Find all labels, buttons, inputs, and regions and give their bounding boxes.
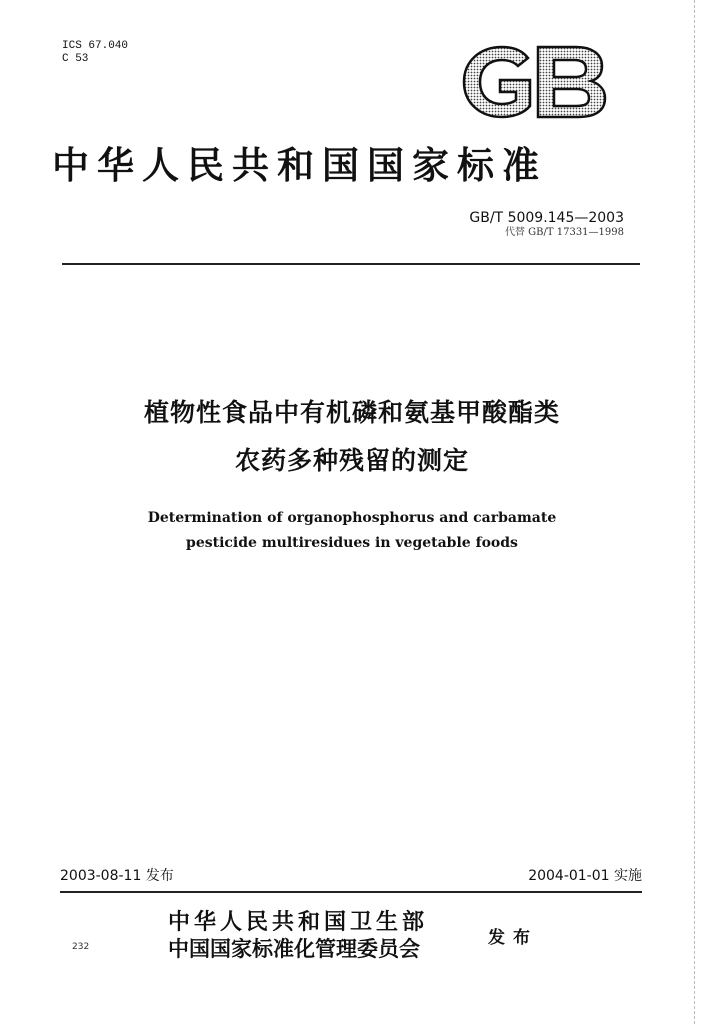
issuer-ministry-of-health: 中华人民共和国卫生部 xyxy=(168,909,429,935)
issuer-standardization-administration: 中国国家标准化管理委员会 xyxy=(168,936,420,961)
footer-divider xyxy=(60,891,642,893)
header-divider xyxy=(62,263,640,265)
gb-logo xyxy=(458,44,608,120)
implementation-date: 2004-01-01 实施 xyxy=(528,868,642,884)
issue-date: 2003-08-11 发布 xyxy=(60,868,174,884)
standard-number: GB/T 5009.145—2003 xyxy=(469,210,624,226)
scan-edge-line xyxy=(694,0,695,1024)
replaces-standard: 代替 GB/T 17331—1998 xyxy=(505,227,624,238)
document-title-zh-line2: 农药多种残留的测定 xyxy=(234,446,469,475)
standard-category-title: 中华人民共和国国家标准 xyxy=(52,143,547,187)
document-title-zh-line1: 植物性食品中有机磷和氨基甲酸酯类 xyxy=(143,398,560,427)
ccs-code: C 53 xyxy=(62,53,89,65)
ics-code: ICS 67.040 xyxy=(62,40,129,52)
page-number: 232 xyxy=(72,942,90,952)
document-title-en-line1: Determination of organophosphorus and carbamate xyxy=(147,510,557,526)
publish-label: 发布 xyxy=(488,928,538,948)
document-title-en-line2: pesticide multiresidues in vegetable foods xyxy=(186,535,518,551)
